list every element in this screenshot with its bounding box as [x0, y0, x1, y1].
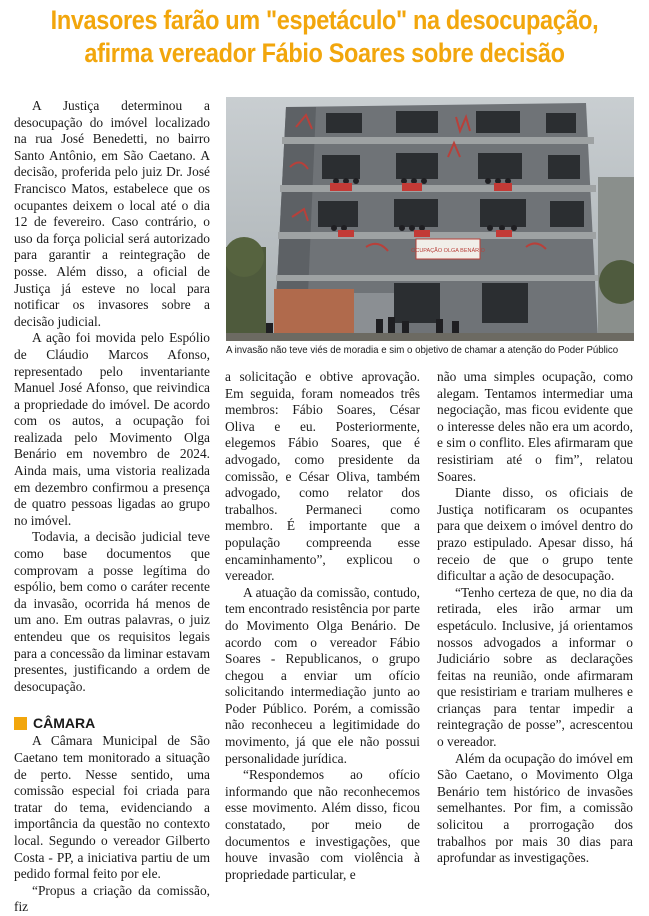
section-heading-camara: [14, 715, 210, 732]
paragraph: Diante disso, os oficiais de Justiça notificaram os ocupantes para que deixem o imóvel dentro do prazo estipulado. Apesar disso, há receio de que o grupo tente dificultar a ação de desocupação.: [437, 485, 633, 584]
occupied-building-illustration: [226, 97, 634, 341]
square-bullet-icon: [14, 717, 27, 730]
paragraph: “Respondemos ao ofício informando que não reconhecemos esse movimento. Além disso, ficou constatado, por meio de documentos e investigações, que houve invasão com violência à propriedade particular, e: [225, 767, 420, 882]
headline-line-2: afirma vereador Fábio Soares sobre decisão: [84, 38, 565, 68]
headline-line-1: Invasores farão um "espetáculo" na desocupação,: [50, 5, 599, 35]
paragraph: A Câmara Municipal de São Caetano tem monitorado a situação de perto. Nesse sentido, uma comissão especial foi criada para tratar do tema, evidenciando a importância da questão no contexto local. Segundo o vereador Gilberto Costa - PP, a iniciativa partiu de um pedido formal feito por ele.: [14, 733, 210, 882]
paragraph: não uma simples ocupação, como alegam. Tentamos intermediar uma negociação, mas ficou evidente que o interesse deles não era um acordo, e sim o conflito. Eles afirmaram que resistiriam até o fim”, relatou Soares.: [437, 369, 633, 484]
paragraph: Além da ocupação do imóvel em São Caetano, o Movimento Olga Benário tem histórico de invasões semelhantes. Por fim, a comissão solicitou a prorrogação dos trabalhos por mais 30 dias para aprofundar as investigações.: [437, 750, 633, 866]
paragraph: “Tenho certeza de que, no dia da retirada, eles irão armar um espetáculo. Inclusive, já orientamos nossos advogados a informar o Judiciário sobre as declarações feitas na reunião, onde afirmaram que resistiriam e trariam mulheres e crianças para tentar impedir a reintegração de posse”, acrescentou o vereador.: [437, 584, 633, 750]
headline: [42, 4, 607, 70]
photo-caption: A invasão não teve viés de moradia e sim o objetivo de chamar a atenção do Poder Público: [226, 345, 619, 356]
paragraph: A atuação da comissão, contudo, tem encontrado resistência por parte do Movimento Olga Benário. De acordo com o vereador Fábio Soares - Republicanos, o grupo chegou a enviar um ofício solicitando intermediação junto ao Poder Público. Porém, a comissão não reconheceu a legitimidade do movimento, já que ele não possui personalidade jurídica.: [225, 584, 420, 766]
paragraph: A Justiça determinou a desocupação do imóvel localizado na rua José Benedetti, no bairro Santo Antônio, em São Caetano. A decisão, proferida pelo juiz Dr. José Francisco Matos, estabelece que os ocupantes deixem o local até o dia 12 de fevereiro. Caso contrário, o uso da força policial será autorizado para garantir a reintegração de posse. Além disso, a oficial de Justiça já esteve no local para notificar os invasores sobre a decisão judicial.: [14, 98, 210, 329]
article-photo: [226, 97, 634, 341]
article-column-1: [14, 98, 210, 916]
paragraph: Todavia, a decisão judicial teve como base documentos que comprovam a posse legítima do espólio, bem como o caráter recente da invasão, ocorrida há menos de um ano. Em outras palavras, o juiz entendeu que os requisitos legais para a concessão da liminar estavam presentes, justificando a ordem de desocupação.: [14, 529, 210, 694]
paragraph: “Propus a criação da comissão, fiz: [14, 882, 210, 915]
paragraph: a solicitação e obtive aprovação. Em seguida, foram nomeados três membros: Fábio Soares, César Oliva e eu. Posteriormente, elegemos Fábio Soares, que é advogado, como presidente da comissão, e César Oliva, também advogado, como relator dos trabalhos. Permaneci como membro. É importante que a população compreenda esse encaminhamento”, explicou o vereador.: [225, 369, 420, 584]
article-column-2: [225, 369, 420, 883]
paragraph: A ação foi movida pelo Espólio de Cláudio Marcos Afonso, representado pelo inventariante Manuel José Afonso, que reivindica a propriedade do imóvel. De acordo com os autos, a ocupação foi realizada pelo Movimento Olga Benário em novembro de 2024. Ainda mais, uma vistoria realizada em dezembro confirmou a presença de quatro pessoas ligadas ao grupo no imóvel.: [14, 330, 210, 528]
section-heading-text: CÂMARA: [33, 715, 96, 732]
article-column-3: [437, 369, 633, 867]
photo-banner-text: OCUPAÇÃO OLGA BENÁRIO: [411, 248, 485, 254]
